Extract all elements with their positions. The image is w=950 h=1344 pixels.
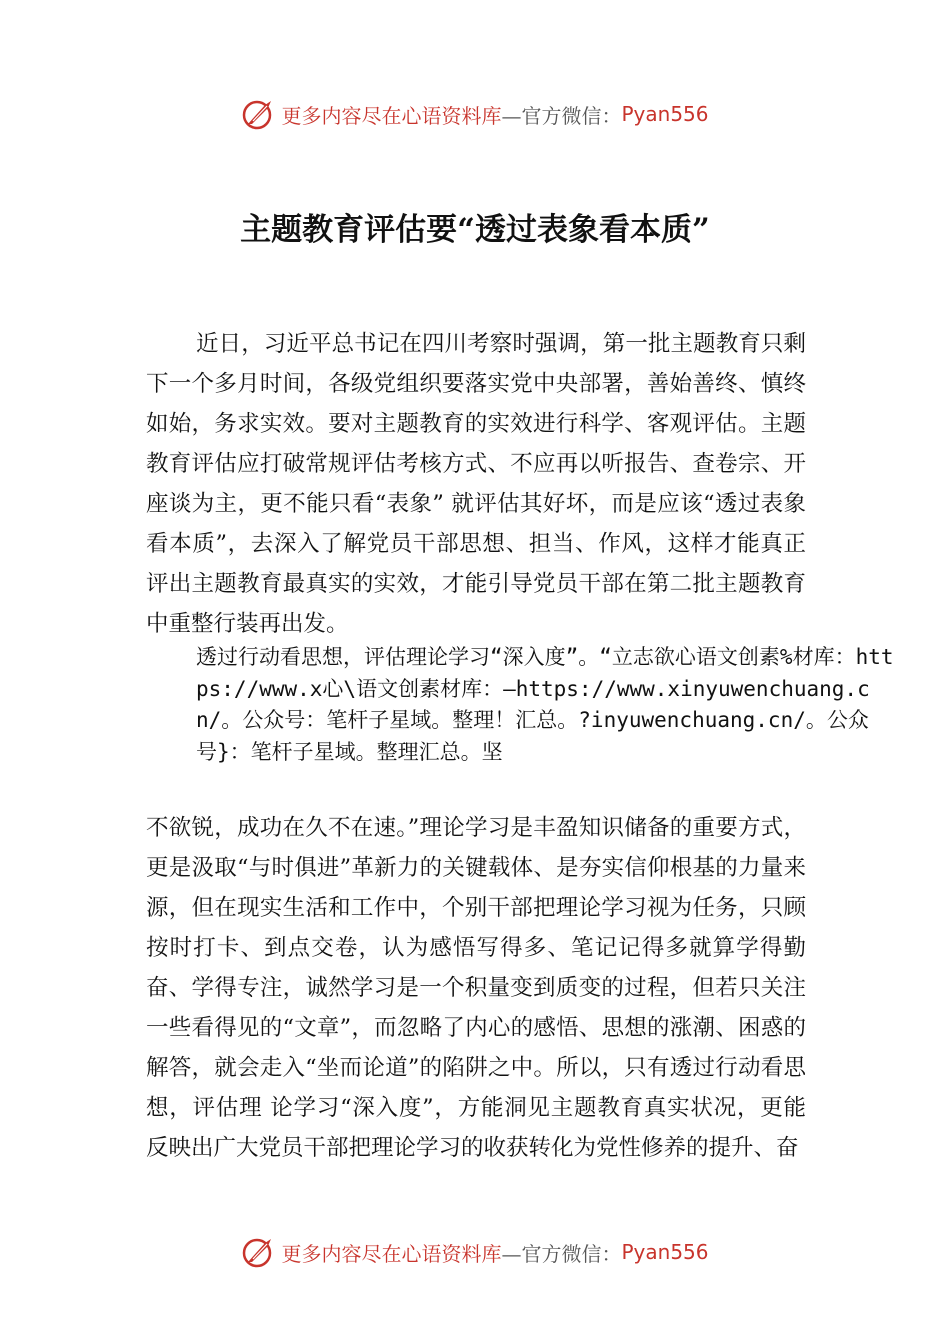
banner-wechat-account: Pyan556 — [621, 102, 709, 126]
paragraph-quote: 透过行动看思想，评估理论学习“深入度”。“立志欲心语文创素%材库：https://www.x心\语文创素材库：—https://www.xinyuwenchuang.cn/。公众号：笔杆子星域。整理！汇总。?inyuwenchuang.cn/。公众号}：笔杆子星域。整理汇总。坚 — [196, 645, 894, 764]
quill-pen-circle-icon — [241, 97, 275, 131]
footer-separator: —官方微信： — [501, 1241, 622, 1266]
quill-pen-circle-icon — [241, 1235, 275, 1269]
paragraph-body: 不欲锐，成功在久不在速。”理论学习是丰盈知识储备的重要方式，更是汲取“与时俱进”革新力的关键载体、是夯实信仰根基的力量来源，但在现实生活和工作中，个别干部把理论学习视为任务，只顾按时打卡、到点交卷，认为感悟写得多、笔记记得多就算学得勤奋、学得专注，诚然学习是一个积量变到质变的过程，但若只关注一些看得见的“文章”，而忽略了内心的感悟、思想的涨潮、困惑的解答，就会走入“坐而论道”的陷阱之中。所以，只有透过行动看思想，评估理 论学习“深入度”，方能洞见主题教育真实状况，更能反映出广大党员干部把理论学习的收获转化为党性修养的提升、奋 — [146, 815, 806, 1161]
paragraph-intro: 近日，习近平总书记在四川考察时强调，第一批主题教育只剩下一个多月时间，各级党组织要落实党中央部署，善始善终、慎终如始，务求实效。要对主题教育的实效进行科学、客观评估。主题教育评估应打破常规评估考核方式、不应再以听报告、查卷宗、开座谈为主，更不能只看“表象” 就评估其好坏，而是应该“透过表象看本质”，去深入了解党员干部思想、担当、作风，这样才能真正评出主题教育最真实的实效，才能引导党员干部在第二批主题教育中重整行装再出发。 — [146, 331, 806, 637]
footer-brand-text: 更多内容尽在心语资料库 — [281, 1241, 502, 1266]
header-banner — [0, 94, 950, 134]
document-title: 主题教育评估要“透过表象看本质” — [240, 212, 710, 248]
footer-banner — [0, 1232, 950, 1272]
banner-separator: —官方微信： — [501, 103, 622, 128]
footer-wechat-account: Pyan556 — [621, 1240, 709, 1264]
banner-brand-text: 更多内容尽在心语资料库 — [281, 103, 502, 128]
